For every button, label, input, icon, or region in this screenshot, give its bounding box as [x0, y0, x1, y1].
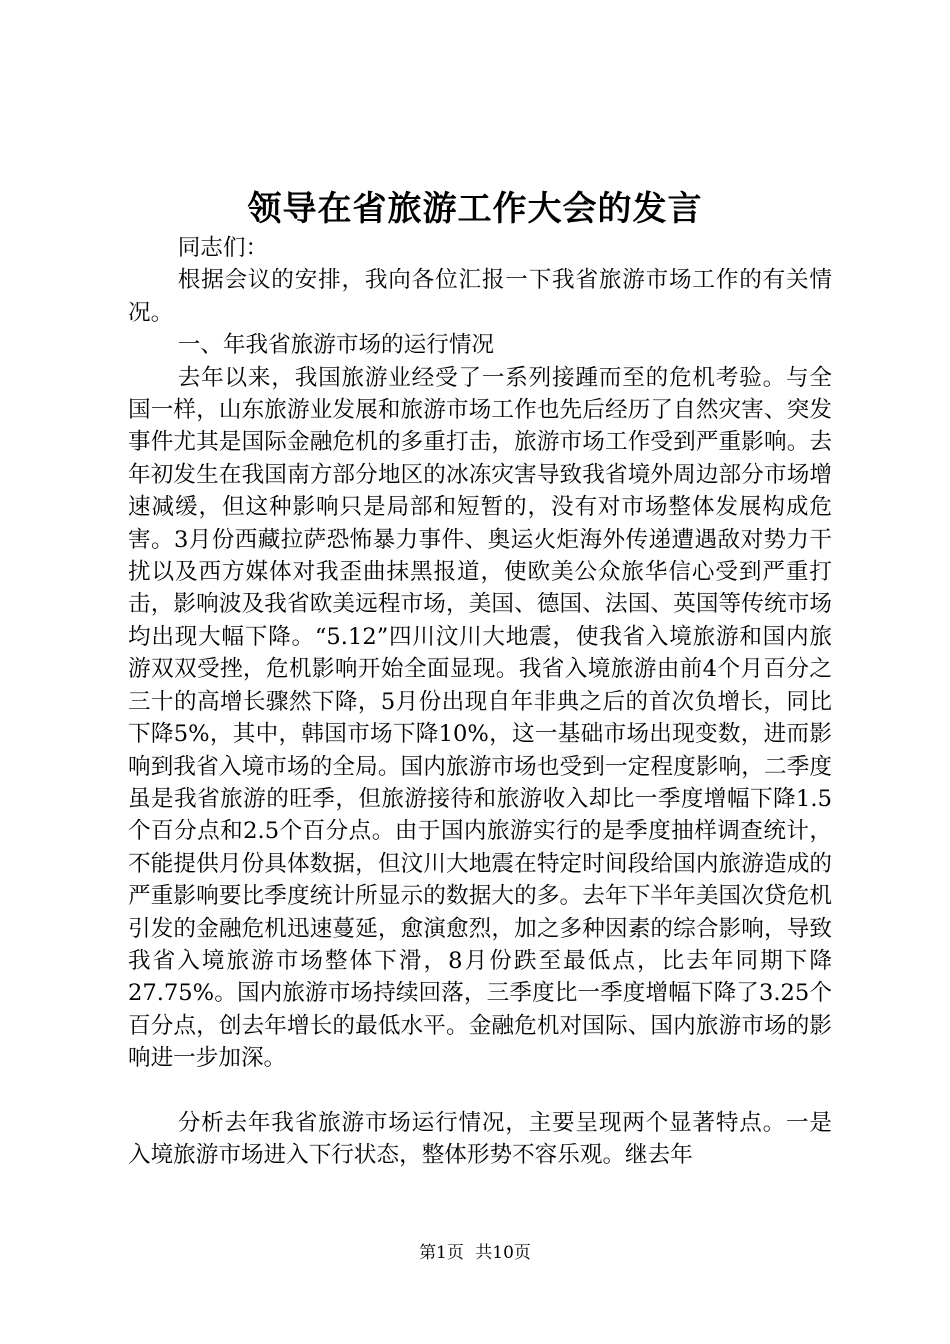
page-number: 第1页	[419, 1243, 464, 1263]
document-title: 领导在省旅游工作大会的发言	[247, 189, 703, 229]
body-paragraph: 分析去年我省旅游市场运行情况，主要呈现两个显著特点。一是入境旅游市场进入下行状态，整体形势不容乐观。继去年	[128, 1109, 832, 1168]
salutation-paragraph: 同志们：	[177, 235, 269, 261]
page-total: 共10页	[475, 1243, 531, 1263]
section-heading: 一、年我省旅游市场的运行情况	[177, 332, 495, 359]
document-body	[128, 232, 832, 1171]
intro-paragraph: 根据会议的安排，我向各位汇报一下我省旅游市场工作的有关情况。	[128, 267, 832, 326]
body-paragraph: 去年以来，我国旅游业经受了一系列接踵而至的危机考验。与全国一样，山东旅游业发展和旅游市场工作也先后经历了自然灾害、突发事件尤其是国际金融危机的多重打击，旅游市场工作受到严重影响。去年初发生在我国南方部分地区的冰冻灾害导致我省境外周边部分市场增速减缓，但这种影响只是局部和短暂的，没有对市场整体发展构成危害。3月份西藏拉萨恐怖暴力事件、奥运火炬海外传递遭遇敌对势力干扰以及西方媒体对我歪曲抹黑报道，使欧美公众旅华信心受到严重打击，影响波及我省欧美远程市场，美国、德国、法国、英国等传统市场均出现大幅下降。“5.12”四川汶川大地震，使我省入境旅游和国内旅游双双受挫，危机影响开始全面显现。我省入境旅游由前4个月百分之三十的高增长骤然下降，5月份出现自年非典之后的首次负增长，同比下降5%，其中，韩国市场下降10%，这一基础市场出现变数，进而影响到我省入境市场的全局。国内旅游市场也受到一定程度影响，二季度虽是我省旅游的旺季，但旅游接待和旅游收入却比一季度增幅下降1.5个百分点和2.5个百分点。由于国内旅游实行的是季度抽样调查统计，不能提供月份具体数据，但汶川大地震在特定时间段给国内旅游造成的严重影响要比季度统计所显示的数据大的多。去年下半年美国次贷危机引发的金融危机迅速蔓延，愈演愈烈，加之多种因素的综合影响，导致我省入境旅游市场整体下滑，8月份跌至最低点，比去年同期下降27.75%。国内旅游市场持续回落，三季度比一季度增幅下降了3.25个百分点，创去年增长的最低水平。金融危机对国际、国内旅游市场的影响进一步加深。	[128, 364, 832, 1072]
page-footer	[0, 1241, 950, 1265]
